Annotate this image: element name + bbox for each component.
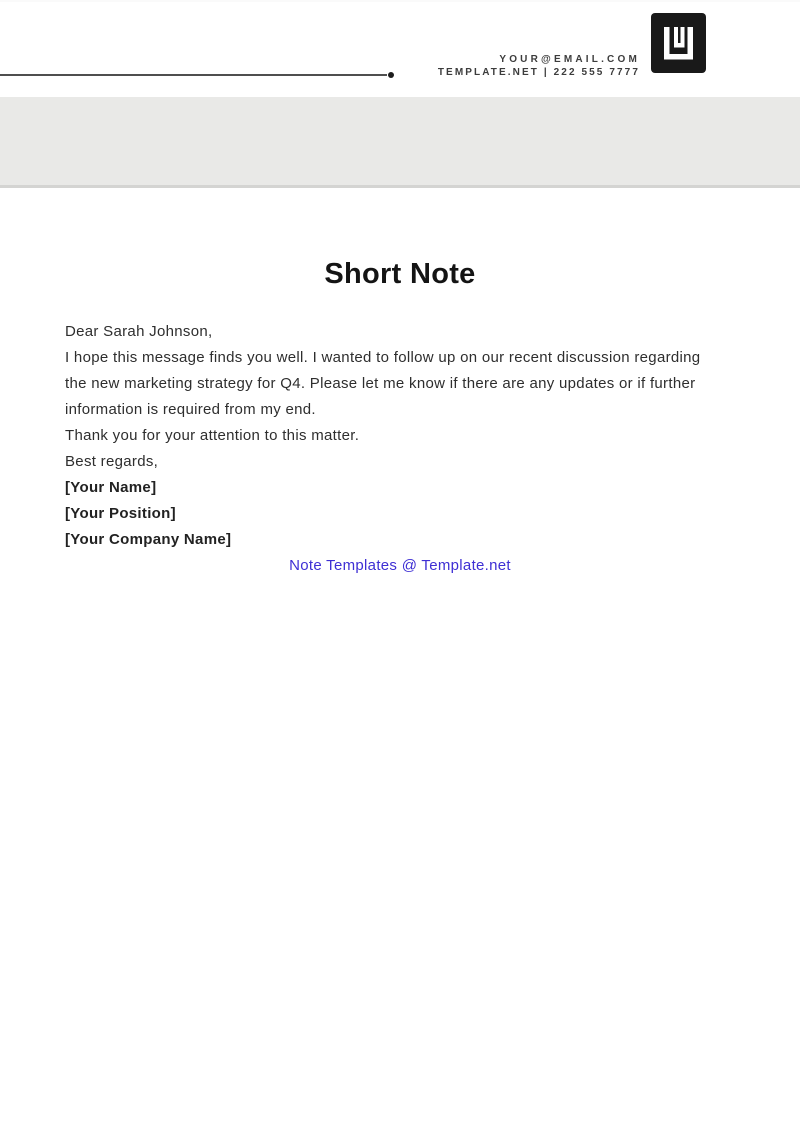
letter-line: information is required from my end. (65, 401, 316, 418)
divider-end-dot (388, 72, 394, 78)
letterhead-contact-block (438, 53, 640, 79)
letter-line: the new marketing strategy for Q4. Please let me know if there are any updates or if further (65, 375, 696, 392)
letterhead-email: YOUR@EMAIL.COM (499, 54, 640, 65)
letter-line: I hope this message finds you well. I wanted to follow up on our recent discussion regarding (65, 349, 701, 366)
letterhead-website-phone: TEMPLATE.NET | 222 555 7777 (437, 67, 640, 78)
lu-monogram-logo-icon (651, 13, 706, 73)
letter-line-name-placeholder: [Your Name] (65, 479, 157, 496)
letter-line-salutation: Dear Sarah Johnson, (65, 323, 213, 340)
template-net-link[interactable]: Note Templates @ Template.net (289, 557, 511, 574)
letter-title: Short Note (324, 258, 476, 290)
letter-line-company-placeholder: [Your Company Name] (65, 531, 232, 548)
letter-line-thanks: Thank you for your attention to this matter. (65, 427, 360, 444)
letter-line-position-placeholder: [Your Position] (65, 505, 176, 522)
letterhead-divider-line (0, 74, 387, 76)
letter-body (65, 257, 735, 579)
header-banner-strip (0, 97, 800, 188)
letter-line-closing: Best regards, (65, 453, 159, 470)
